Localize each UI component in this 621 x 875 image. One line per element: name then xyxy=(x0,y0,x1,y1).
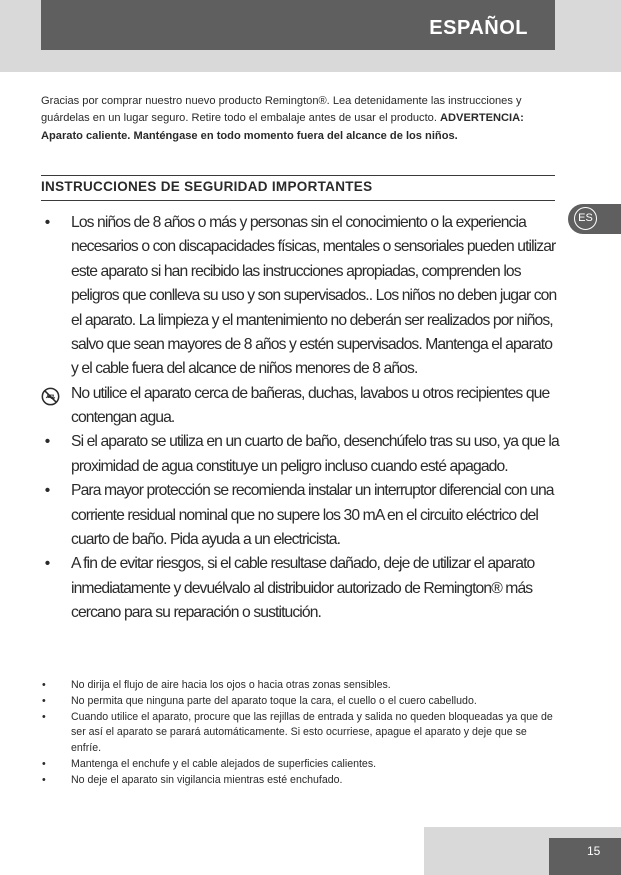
small-safety-list xyxy=(41,678,557,789)
small-safety-item xyxy=(41,678,557,694)
small-safety-item xyxy=(41,773,557,789)
safety-item-text: No utilice el aparato cerca de bañeras, duchas, lavabos u otros recipientes que contengan agua. xyxy=(71,384,550,426)
bullet: • xyxy=(42,679,46,691)
bullet: • xyxy=(44,555,50,573)
small-safety-item-text: No permita que ninguna parte del aparato toque la cara, el cuello o el cuero cabelludo. xyxy=(71,694,477,707)
language-tab-label: ES xyxy=(574,207,597,230)
small-safety-item xyxy=(41,757,557,773)
section-rule-top xyxy=(41,175,555,176)
page-number: 15 xyxy=(587,844,601,858)
bullet: • xyxy=(44,433,50,451)
safety-item xyxy=(41,430,559,479)
bullet: • xyxy=(42,773,46,786)
safety-item xyxy=(41,211,559,382)
safety-item-text: Si el aparato se utiliza en un cuarto de baño, desenchúfelo tras su uso, ya que la proximidad de agua constituye un peligro incluso cuando esté apagado. xyxy=(71,433,559,475)
small-safety-item-text: No deje el aparato sin vigilancia mientras esté enchufado. xyxy=(71,773,343,786)
intro-warning: ADVERTENCIA: Aparato caliente. Manténgase en todo momento fuera del alcance de los niños. xyxy=(41,112,524,142)
small-safety-item-text: No dirija el flujo de aire hacia los ojos o hacia otras zonas sensibles. xyxy=(71,679,391,691)
small-safety-item xyxy=(41,710,557,757)
bullet: • xyxy=(42,757,46,770)
small-safety-item-text: Mantenga el enchufe y el cable alejados de superficies calientes. xyxy=(71,757,377,770)
safety-item-text: A fin de evitar riesgos, si el cable resultase dañado, deje de utilizar el aparato inmediatamente y devuélvalo al distribuidor autorizado de Remington® más cercano para su reparación o sustitución. xyxy=(71,555,535,621)
no-water-icon xyxy=(41,387,60,406)
bullet: • xyxy=(42,694,46,707)
intro-paragraph xyxy=(41,93,555,145)
safety-item-text: Para mayor protección se recomienda instalar un interruptor diferencial con una corriente residual nominal que no supere los 30 mA en el circuito eléctrico del cuarto de baño. Pida ayuda a un electricista. xyxy=(71,482,554,548)
section-rule-bottom xyxy=(41,200,555,201)
language-tab xyxy=(568,204,621,234)
bullet: • xyxy=(44,482,50,500)
safety-list xyxy=(41,211,559,625)
intro-text: Gracias por comprar nuestro nuevo producto Remington®. Lea detenidamente las instrucciones y guárdelas en un lugar seguro. Retire todo el embalaje antes de usar el producto. xyxy=(41,95,522,125)
bullet: • xyxy=(44,214,50,231)
safety-item xyxy=(41,479,559,552)
section-title: INSTRUCCIONES DE SEGURIDAD IMPORTANTES xyxy=(41,179,373,194)
small-safety-item-text: Cuando utilice el aparato, procure que las rejillas de entrada y salida no queden bloqueadas ya que de ser así el aparato se parará automáticamente. Si esto ocurriese, apague el aparato y deje que se enfríe. xyxy=(71,710,553,755)
safety-item xyxy=(41,552,559,625)
language-label: ESPAÑOL xyxy=(429,17,528,39)
bullet: • xyxy=(42,710,46,723)
small-safety-item xyxy=(41,694,557,710)
safety-item xyxy=(41,382,559,431)
page-number-box xyxy=(549,838,621,875)
language-header xyxy=(41,0,555,50)
safety-item-text: Los niños de 8 años o más y personas sin el conocimiento o la experiencia necesarios o con discapacidades físicas, mentales o sensoriales pueden utilizar este aparato si han recibido las instrucciones apropiadas, comprenden los peligros que conlleva su uso y son supervisados.. Los niños no deben jugar con el aparato. La limpieza y el mantenimiento no deberán ser realizados por niños, salvo que sean mayores de 8 años y estén supervisados. Mantenga el aparato y el cable fuera del alcance de niños menores de 8 años. xyxy=(71,214,557,378)
